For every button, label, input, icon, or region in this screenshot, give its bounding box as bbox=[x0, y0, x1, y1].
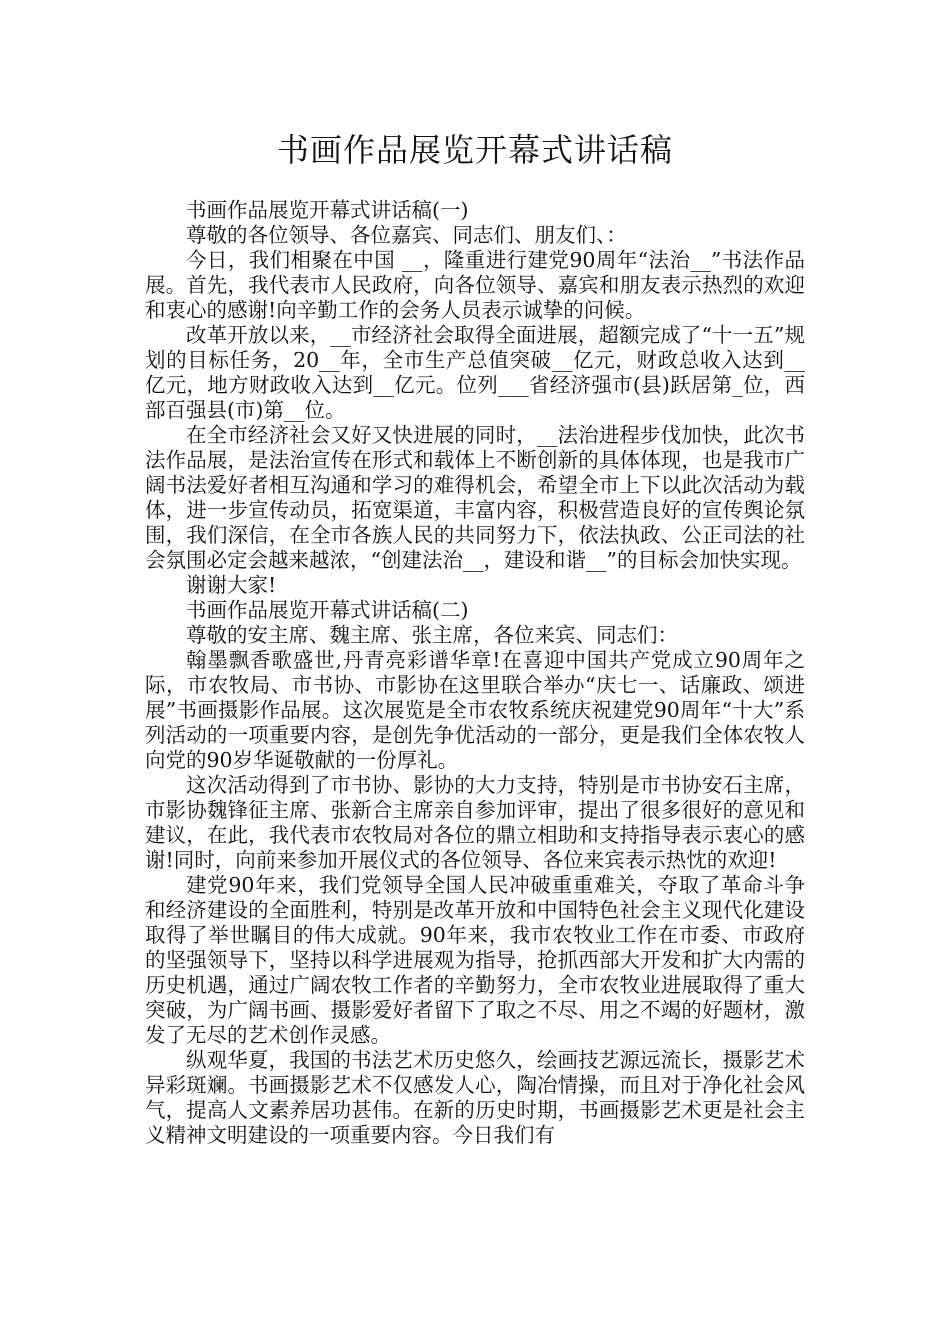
paragraph: 今日，我们相聚在中国 __，隆重进行建党90周年“法治__”书法作品展。首先，我代表市人民政府，向各位领导、嘉宾和朋友表示热烈的欢迎和衷心的感谢!向辛勤工作的会务人员表示诚挚的问候。 bbox=[145, 248, 805, 322]
document-body bbox=[145, 198, 805, 1148]
paragraph: 改革开放以来，__市经济社会取得全面进展，超额完成了“十一五”规划的目标任务，20__年，全市生产总值突破__亿元，财政总收入达到__亿元，地方财政收入达到__亿元。位列___省经济强市(县)跃居第_位，西部百强县(市)第__位。 bbox=[145, 323, 805, 422]
paragraph: 这次活动得到了市书协、影协的大力支持，特别是市书协安石主席，市影协魏锋征主席、张新合主席亲自参加评审，提出了很多很好的意见和建议，在此，我代表市农牧局对各位的鼎立相助和支持指导表示衷心的感谢!同时，向前来参加开展仪式的各位领导、各位来宾表示热忱的欢迎! bbox=[145, 773, 805, 872]
paragraph: 在全市经济社会又好又快进展的同时，__法治进程步伐加快，此次书法作品展，是法治宣传在形式和载体上不断创新的具体体现，也是我市广阔书法爱好者相互沟通和学习的难得机会，希望全市上下以此次活动为载体，进一步宣传动员，拓宽渠道，丰富内容，积极营造良好的宣传舆论氛围，我们深信，在全市各族人民的共同努力下，依法执政、公正司法的社会氛围必定会越来越浓，“创建法治__，建设和谐__”的目标会加快实现。 bbox=[145, 423, 805, 572]
paragraph-heading-2: 书画作品展览开幕式讲话稿(二) bbox=[186, 598, 469, 622]
paragraph-salutation-2: 尊敬的安主席、魏主席、张主席，各位来宾、同志们： bbox=[186, 623, 678, 647]
paragraph: 翰墨飘香歌盛世,丹青亮彩谱华章!在喜迎中国共产党成立90周年之际，市农牧局、市书协、市影协在这里联合举办“庆七一、话廉政、颂进展”书画摄影作品展。这次展览是全市农牧系统庆祝建党90周年“十大”系列活动的一项重要内容，是创先争优活动的一部分，更是我们全体农牧人向党的90岁华诞敬献的一份厚礼。 bbox=[145, 648, 805, 772]
document-title: 书画作品展览开幕式讲话稿 bbox=[276, 131, 673, 169]
paragraph: 建党90年来，我们党领导全国人民冲破重重难关，夺取了革命斗争和经济建设的全面胜利，特别是改革开放和中国特色社会主义现代化建设取得了举世瞩目的伟大成就。90年来，我市农牧业工作在市委、市政府的坚强领导下，坚持以科学进展观为指导，抢抓西部大开发和扩大内需的历史机遇，通过广阔农牧工作者的辛勤努力，全市农牧业进展取得了重大突破，为广阔书画、摄影爱好者留下了取之不尽、用之不竭的好题材，激发了无尽的艺术创作灵感。 bbox=[145, 873, 805, 1047]
paragraph: 纵观华夏，我国的书法艺术历史悠久，绘画技艺源远流长，摄影艺术异彩斑斓。书画摄影艺术不仅感发人心，陶冶情操，而且对于净化社会风气，提高人文素养居功甚伟。在新的历史时期，书画摄影艺术更是社会主义精神文明建设的一项重要内容。今日我们有 bbox=[145, 1048, 805, 1147]
paragraph-thanks: 谢谢大家! bbox=[186, 573, 277, 597]
paragraph-heading-1: 书画作品展览开幕式讲话稿(一) bbox=[186, 198, 469, 222]
paragraph-salutation-1: 尊敬的各位领导、各位嘉宾、同志们、朋友们、： bbox=[186, 223, 627, 247]
